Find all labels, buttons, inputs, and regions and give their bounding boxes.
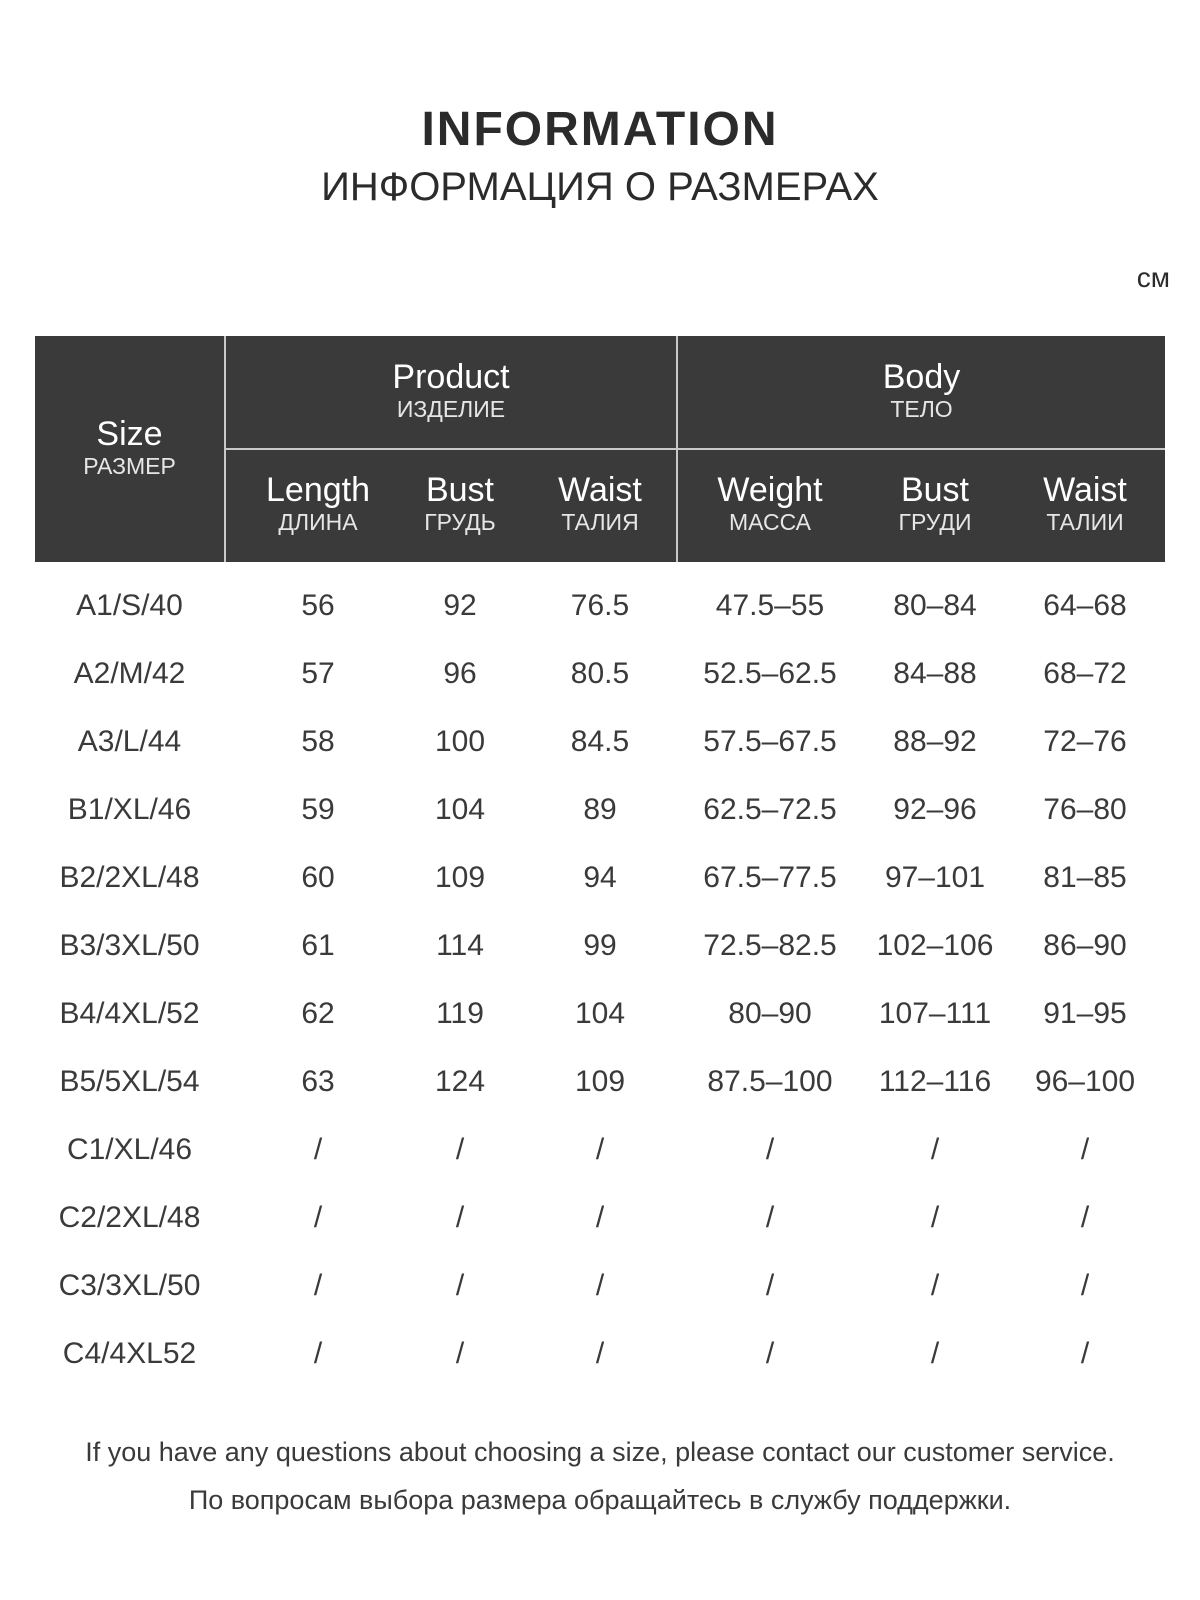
cell-product-waist: 76.5 [570, 589, 630, 622]
cell-size: C3/3XL/50 [58, 1269, 201, 1302]
cell-product-bust: 100 [434, 725, 486, 758]
table-row [35, 708, 1165, 776]
header-col-en: Bust [900, 471, 970, 509]
cell-body-waist: 64–68 [1043, 589, 1127, 622]
unit-label: см [1136, 262, 1170, 293]
cell-product-bust: 104 [434, 793, 486, 826]
cell-body-bust: 84–88 [893, 657, 977, 690]
cell-body-waist: 72–76 [1043, 725, 1127, 758]
cell-product-waist: 109 [574, 1065, 626, 1098]
header-col-ru: ДЛИНА [278, 509, 358, 535]
header-col-en: Waist [558, 471, 642, 509]
cell-product-waist: / [595, 1337, 605, 1370]
cell-size: B5/5XL/54 [59, 1065, 200, 1098]
cell-length: 59 [301, 793, 335, 826]
cell-body-waist: / [1080, 1201, 1090, 1234]
cell-length: / [313, 1269, 323, 1302]
cell-product-bust: / [455, 1201, 465, 1234]
header-col-body-bust [860, 471, 1010, 535]
header-product-en: Product [392, 358, 510, 396]
cell-body-waist: 86–90 [1043, 929, 1127, 962]
page-title: INFORMATION [421, 103, 779, 156]
cell-size: C1/XL/46 [66, 1133, 193, 1166]
cell-product-bust: 124 [434, 1065, 486, 1098]
header-col-ru: ГРУДЬ [424, 509, 496, 535]
cell-weight: 67.5–77.5 [703, 861, 837, 894]
size-table-header [35, 336, 1165, 562]
header-col-ru: ГРУДИ [898, 509, 972, 535]
cell-weight: 62.5–72.5 [703, 793, 837, 826]
header-col-product-bust [395, 471, 525, 535]
cell-product-bust: / [455, 1337, 465, 1370]
cell-product-waist: 80.5 [570, 657, 630, 690]
header-col-en: Bust [425, 471, 495, 509]
cell-length: / [313, 1337, 323, 1370]
cell-size: C2/2XL/48 [58, 1201, 201, 1234]
header-divider [226, 448, 1165, 450]
table-row [35, 1116, 1165, 1184]
cell-body-bust: 102–106 [876, 929, 994, 962]
footer-note-en: If you have any questions about choosing a size, please contact our customer service. [85, 1437, 1115, 1467]
size-table-body [35, 572, 1165, 1388]
table-row [35, 1252, 1165, 1320]
table-row [35, 844, 1165, 912]
cell-product-bust: 109 [434, 861, 486, 894]
header-size-en: Size [96, 415, 163, 453]
cell-length: / [313, 1133, 323, 1166]
cell-body-bust: 112–116 [878, 1065, 992, 1098]
cell-product-bust: 119 [436, 997, 484, 1030]
cell-body-bust: 92–96 [893, 793, 977, 826]
header-product-ru: ИЗДЕЛИЕ [396, 396, 506, 422]
cell-length: 60 [301, 861, 335, 894]
cell-weight: 52.5–62.5 [703, 657, 837, 690]
header-size-ru: РАЗМЕР [83, 453, 176, 479]
cell-body-bust: / [930, 1337, 940, 1370]
cell-product-waist: 94 [583, 861, 617, 894]
cell-weight: / [765, 1133, 775, 1166]
header-col-ru: МАССА [728, 509, 812, 535]
header-product [226, 358, 676, 422]
cell-product-waist: 89 [583, 793, 617, 826]
cell-weight: 80–90 [728, 997, 812, 1030]
cell-body-waist: / [1080, 1133, 1090, 1166]
cell-body-waist: / [1080, 1337, 1090, 1370]
cell-product-bust: 114 [436, 929, 484, 962]
table-row [35, 572, 1165, 640]
cell-body-bust: 80–84 [893, 589, 977, 622]
cell-size: A2/M/42 [73, 657, 186, 690]
cell-size: A3/L/44 [77, 725, 182, 758]
header-body [678, 358, 1165, 422]
table-row [35, 912, 1165, 980]
cell-body-waist: 68–72 [1043, 657, 1127, 690]
header-col-en: Waist [1043, 471, 1127, 509]
table-row [35, 980, 1165, 1048]
cell-size: C4/4XL52 [62, 1337, 197, 1370]
cell-length: 62 [301, 997, 335, 1030]
cell-weight: / [765, 1269, 775, 1302]
header-col-product-waist [530, 471, 670, 535]
header-col-length [238, 471, 398, 535]
cell-body-bust: / [930, 1133, 940, 1166]
cell-product-waist: / [595, 1133, 605, 1166]
cell-size: B3/3XL/50 [59, 929, 200, 962]
cell-length: 56 [301, 589, 335, 622]
table-row [35, 776, 1165, 844]
cell-length: 57 [301, 657, 335, 690]
cell-body-bust: 88–92 [893, 725, 977, 758]
table-row [35, 1048, 1165, 1116]
footer-note-ru: По вопросам выбора размера обращайтесь в службу поддержки. [188, 1485, 1012, 1515]
cell-product-waist: / [595, 1201, 605, 1234]
cell-body-waist: 81–85 [1043, 861, 1127, 894]
cell-body-waist: 96–100 [1034, 1065, 1136, 1098]
table-row [35, 1184, 1165, 1252]
header-col-ru: ТАЛИИ [1046, 509, 1124, 535]
cell-length: 61 [301, 929, 335, 962]
cell-product-waist: / [595, 1269, 605, 1302]
header-col-ru: ТАЛИЯ [561, 509, 639, 535]
cell-product-bust: / [455, 1269, 465, 1302]
page-subtitle: ИНФОРМАЦИЯ О РАЗМЕРАХ [321, 165, 879, 209]
cell-size: B2/2XL/48 [59, 861, 200, 894]
cell-length: 58 [301, 725, 335, 758]
cell-product-waist: 84.5 [570, 725, 630, 758]
cell-product-waist: 99 [583, 929, 617, 962]
cell-weight: 87.5–100 [707, 1065, 833, 1098]
cell-product-bust: 92 [443, 589, 477, 622]
cell-weight: 57.5–67.5 [703, 725, 837, 758]
cell-weight: 47.5–55 [715, 589, 825, 622]
cell-length: / [313, 1201, 323, 1234]
cell-body-bust: 107–111 [878, 997, 992, 1030]
header-body-en: Body [882, 358, 961, 396]
header-col-en: Length [266, 471, 370, 509]
cell-body-waist: 76–80 [1043, 793, 1127, 826]
header-size [35, 415, 224, 479]
header-col-body-waist [1010, 471, 1160, 535]
cell-size: B4/4XL/52 [59, 997, 200, 1030]
header-body-ru: ТЕЛО [890, 396, 953, 422]
header-col-en: Weight [717, 471, 823, 509]
cell-weight: / [765, 1201, 775, 1234]
cell-product-waist: 104 [574, 997, 626, 1030]
cell-body-bust: / [930, 1269, 940, 1302]
table-row [35, 640, 1165, 708]
cell-product-bust: 96 [443, 657, 477, 690]
cell-length: 63 [301, 1065, 335, 1098]
cell-body-waist: 91–95 [1043, 997, 1127, 1030]
cell-weight: 72.5–82.5 [703, 929, 837, 962]
cell-body-bust: / [930, 1201, 940, 1234]
cell-body-bust: 97–101 [884, 861, 986, 894]
cell-size: B1/XL/46 [67, 793, 192, 826]
cell-weight: / [765, 1337, 775, 1370]
table-row [35, 1320, 1165, 1388]
header-col-weight [685, 471, 855, 535]
cell-body-waist: / [1080, 1269, 1090, 1302]
cell-size: A1/S/40 [76, 589, 183, 622]
cell-product-bust: / [455, 1133, 465, 1166]
